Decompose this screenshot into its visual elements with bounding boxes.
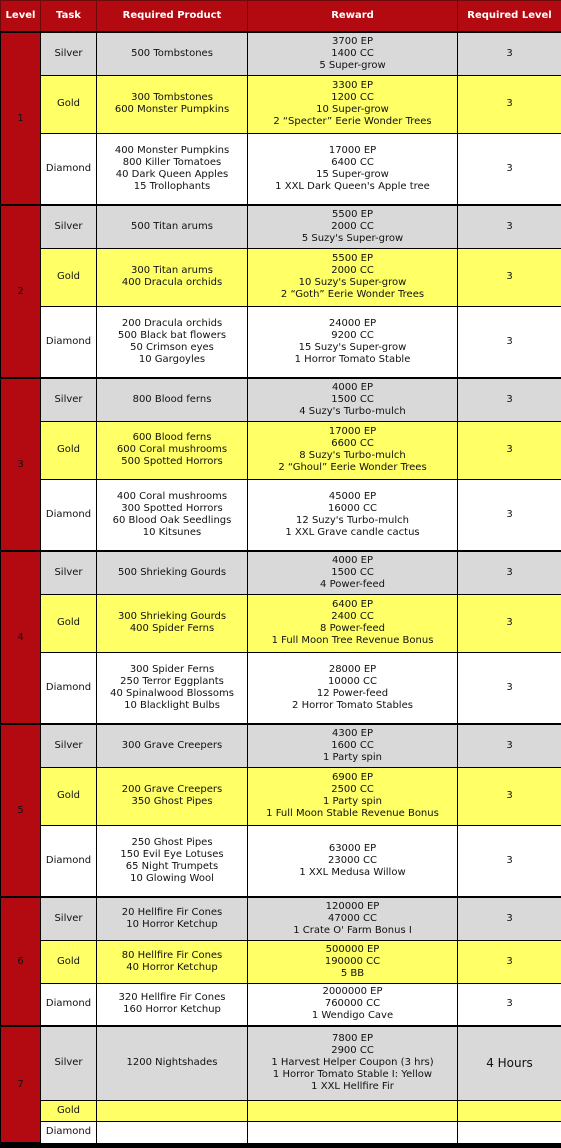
- product-line: 150 Evil Eye Lotuses: [120, 848, 224, 860]
- task-cell: Silver: [41, 32, 97, 75]
- reward-line: 760000 CC: [324, 998, 381, 1010]
- reward-line: 2000 CC: [331, 220, 374, 232]
- reward-line: 5 Super-grow: [319, 59, 386, 71]
- reward-line: 1 Harvest Helper Coupon (3 hrs): [271, 1057, 434, 1069]
- reward-line: 1 Wendigo Cave: [311, 1010, 394, 1022]
- reward-line: 500000 EP: [325, 943, 380, 955]
- product-line: 40 Dark Queen Apples: [115, 168, 229, 180]
- required-product-cell: [97, 767, 248, 825]
- reward-line: 23000 CC: [328, 854, 377, 866]
- required-product-cell: [97, 248, 248, 306]
- product-line: 300 Shrieking Gourds: [117, 611, 227, 622]
- required-product-cell: [97, 551, 248, 594]
- required-product-cell: [97, 940, 248, 983]
- table-row: [1, 551, 561, 594]
- table-row: [1, 248, 561, 306]
- level-cell: 3: [1, 378, 41, 551]
- task-cell: Silver: [41, 1026, 97, 1100]
- task-cell: Diamond: [41, 479, 97, 551]
- reward-line: 12 Suzy's Turbo-mulch: [296, 514, 409, 526]
- required-product-cell: [97, 421, 248, 479]
- reward-cell: [248, 983, 458, 1026]
- required-level-cell: 3: [458, 306, 561, 378]
- reward-line: 1500 CC: [331, 566, 374, 578]
- product-line: 800 Blood ferns: [132, 393, 212, 405]
- reward-line: 10000 CC: [328, 675, 377, 687]
- reward-line: 4000 EP: [332, 381, 373, 393]
- reward-line: 47000 CC: [328, 912, 377, 924]
- task-cell: Diamond: [41, 306, 97, 378]
- table-row: [1, 724, 561, 767]
- product-line: 200 Grave Creepers: [121, 784, 223, 795]
- product-line: 300 Tombstones: [131, 92, 213, 103]
- reward-line: 1 XXL Grave candle cactus: [285, 526, 420, 538]
- product-line: 60 Blood Oak Seedlings: [112, 514, 232, 526]
- reward-cell: [248, 825, 458, 897]
- reward-line: 17000 EP: [328, 144, 377, 156]
- table-row: [1, 133, 561, 205]
- product-line: 500 Shrieking Gourds: [117, 566, 227, 578]
- reward-line: 1 XXL Medusa Willow: [299, 866, 406, 878]
- reward-line: 4300 EP: [332, 727, 373, 739]
- reward-cell: [248, 1121, 458, 1143]
- product-line: 10 Blacklight Bulbs: [124, 699, 220, 711]
- reward-line: 1 Horror Tomato Stable: [294, 353, 411, 365]
- required-level-cell: 3: [458, 421, 561, 479]
- reward-line: 2 “Specter” Eerie Wonder Trees: [273, 116, 432, 127]
- required-product-cell: [97, 32, 248, 75]
- reward-line: 6400 EP: [332, 599, 373, 610]
- reward-cell: [248, 248, 458, 306]
- product-line: 10 Gargoyles: [138, 353, 206, 365]
- reward-line: 5 BB: [340, 967, 365, 979]
- table-row: [1, 594, 561, 652]
- required-product-cell: [97, 378, 248, 421]
- table-body: [1, 32, 561, 1143]
- reward-line: 1 XXL Dark Queen's Apple tree: [275, 180, 430, 192]
- reward-line: 6900 EP: [332, 772, 373, 783]
- reward-line: 5500 EP: [332, 208, 373, 220]
- required-product-cell: [97, 983, 248, 1026]
- product-line: 40 Horror Ketchup: [126, 961, 218, 973]
- reward-cell: [248, 378, 458, 421]
- product-line: 600 Blood ferns: [132, 432, 212, 443]
- reward-line: 1 Party spin: [322, 796, 383, 807]
- product-line: 250 Terror Eggplants: [120, 675, 224, 687]
- task-cell: Silver: [41, 378, 97, 421]
- table-row: [1, 479, 561, 551]
- reward-line: 6600 CC: [331, 438, 374, 449]
- task-cell: Gold: [41, 248, 97, 306]
- product-line: 600 Coral mushrooms: [116, 444, 228, 455]
- required-product-cell: [97, 724, 248, 767]
- table-row: [1, 32, 561, 75]
- level-cell: 4: [1, 551, 41, 724]
- required-level-cell: 3: [458, 205, 561, 248]
- reward-cell: [248, 551, 458, 594]
- reward-line: 1 Full Moon Tree Revenue Bonus: [271, 635, 434, 646]
- product-line: 300 Spider Ferns: [129, 663, 215, 675]
- table-row: [1, 421, 561, 479]
- level-cell: 5: [1, 724, 41, 897]
- required-product-cell: [97, 594, 248, 652]
- product-line: 300 Spotted Horrors: [121, 502, 223, 514]
- required-level-cell: 3: [458, 378, 561, 421]
- required-product-cell: [97, 1121, 248, 1143]
- reward-line: 2 “Ghoul” Eerie Wonder Trees: [278, 462, 427, 473]
- product-line: 1200 Nightshades: [126, 1057, 218, 1069]
- reward-line: 1200 CC: [331, 92, 374, 103]
- product-line: 65 Night Trumpets: [125, 860, 219, 872]
- required-level-cell: 3: [458, 897, 561, 940]
- reward-line: 1600 CC: [331, 739, 374, 751]
- reward-cell: [248, 32, 458, 75]
- task-cell: Gold: [41, 75, 97, 133]
- product-line: 500 Titan arums: [131, 220, 213, 232]
- required-level-cell: [458, 1121, 561, 1143]
- reward-line: 1 Horror Tomato Stable I: Yellow: [272, 1069, 433, 1081]
- required-product-cell: [97, 1100, 248, 1121]
- required-level-cell: [458, 1100, 561, 1121]
- reward-line: 5 Suzy's Super-grow: [301, 232, 404, 244]
- header-row: [1, 1, 561, 33]
- required-level-cell: 3: [458, 551, 561, 594]
- reward-line: 1 Party spin: [322, 751, 383, 763]
- reward-cell: [248, 479, 458, 551]
- level-cell: 1: [1, 32, 41, 205]
- required-product-cell: [97, 897, 248, 940]
- reward-line: 1 Full Moon Stable Revenue Bonus: [266, 808, 439, 819]
- reward-line: 15 Super-grow: [316, 168, 389, 180]
- reward-cell: [248, 75, 458, 133]
- product-line: 500 Tombstones: [131, 47, 213, 59]
- table-row: [1, 1100, 561, 1121]
- reward-cell: [248, 724, 458, 767]
- reward-line: 2 Horror Tomato Stables: [292, 699, 413, 711]
- product-line: 350 Ghost Pipes: [131, 796, 213, 807]
- task-cell: Silver: [41, 897, 97, 940]
- reward-line: 4000 EP: [332, 554, 373, 566]
- task-cell: Silver: [41, 724, 97, 767]
- table-row: [1, 75, 561, 133]
- required-level-cell: 3: [458, 724, 561, 767]
- required-product-cell: [97, 652, 248, 724]
- product-line: 400 Coral mushrooms: [116, 490, 228, 502]
- reward-line: 3300 EP: [332, 80, 373, 91]
- header-required-level: Required Level: [458, 1, 561, 33]
- product-line: 15 Trollophants: [133, 180, 211, 192]
- product-line: 400 Dracula orchids: [121, 277, 223, 288]
- product-line: 600 Monster Pumpkins: [114, 104, 230, 115]
- header-level: Level: [1, 1, 41, 33]
- required-product-cell: [97, 1026, 248, 1100]
- required-level-cell: 3: [458, 940, 561, 983]
- product-line: 10 Kitsunes: [142, 526, 202, 538]
- reward-line: 8 Suzy's Turbo-mulch: [299, 450, 406, 461]
- level-cell: 6: [1, 897, 41, 1026]
- reward-line: 10 Suzy's Super-grow: [298, 277, 407, 288]
- reward-line: 1400 CC: [331, 47, 374, 59]
- required-level-cell: 3: [458, 32, 561, 75]
- required-level-cell: 3: [458, 825, 561, 897]
- reward-line: 16000 CC: [328, 502, 377, 514]
- product-line: 400 Monster Pumpkins: [114, 144, 230, 156]
- level-cell: 2: [1, 205, 41, 378]
- product-line: 320 Hellfire Fir Cones: [118, 992, 226, 1004]
- product-line: 800 Killer Tomatoes: [122, 156, 222, 168]
- table-row: [1, 306, 561, 378]
- product-line: 40 Spinalwood Blossoms: [110, 687, 234, 699]
- table-row: [1, 767, 561, 825]
- task-cell: Gold: [41, 940, 97, 983]
- reward-line: 6400 CC: [331, 156, 374, 168]
- task-cell: Gold: [41, 594, 97, 652]
- reward-cell: [248, 897, 458, 940]
- reward-line: 28000 EP: [328, 663, 377, 675]
- table-row: [1, 205, 561, 248]
- reward-line: 2 “Goth” Eerie Wonder Trees: [280, 289, 425, 300]
- task-cell: Gold: [41, 421, 97, 479]
- reward-cell: [248, 767, 458, 825]
- header-task: Task: [41, 1, 97, 33]
- task-cell: Diamond: [41, 825, 97, 897]
- reward-cell: [248, 205, 458, 248]
- table-row: [1, 1026, 561, 1100]
- required-level-cell: 3: [458, 133, 561, 205]
- reward-cell: [248, 421, 458, 479]
- reward-line: 2500 CC: [331, 784, 374, 795]
- header-reward: Reward: [248, 1, 458, 33]
- required-product-cell: [97, 75, 248, 133]
- reward-line: 120000 EP: [325, 900, 380, 912]
- reward-line: 1 Crate O' Farm Bonus I: [293, 924, 412, 936]
- table-row: [1, 897, 561, 940]
- product-line: 20 Hellfire Fir Cones: [121, 906, 223, 918]
- reward-line: 10 Super-grow: [316, 104, 389, 115]
- product-line: 500 Spotted Horrors: [121, 456, 223, 467]
- required-product-cell: [97, 205, 248, 248]
- product-line: 250 Ghost Pipes: [131, 836, 213, 848]
- required-level-cell: 4 Hours: [458, 1026, 561, 1100]
- product-line: 200 Dracula orchids: [121, 317, 223, 329]
- task-cell: Silver: [41, 551, 97, 594]
- required-level-cell: 3: [458, 479, 561, 551]
- required-product-cell: [97, 479, 248, 551]
- reward-line: 7800 EP: [332, 1033, 373, 1045]
- reward-cell: [248, 1026, 458, 1100]
- required-level-cell: 3: [458, 983, 561, 1026]
- reward-line: 8 Power-feed: [320, 623, 385, 634]
- reward-line: 1 XXL Hellfire Fir: [311, 1081, 394, 1093]
- reward-line: 4 Power-feed: [320, 578, 385, 590]
- reward-cell: [248, 940, 458, 983]
- required-product-cell: [97, 825, 248, 897]
- task-cell: Diamond: [41, 652, 97, 724]
- reward-line: 17000 EP: [328, 426, 377, 437]
- required-level-cell: 3: [458, 767, 561, 825]
- required-product-cell: [97, 306, 248, 378]
- product-line: 300 Titan arums: [131, 265, 213, 276]
- reward-line: 24000 EP: [328, 317, 377, 329]
- task-cell: Diamond: [41, 133, 97, 205]
- reward-cell: [248, 1100, 458, 1121]
- reward-line: 5500 EP: [332, 253, 373, 264]
- required-product-cell: [97, 133, 248, 205]
- required-level-cell: 3: [458, 75, 561, 133]
- product-line: 80 Hellfire Fir Cones: [121, 949, 223, 961]
- product-line: 300 Grave Creepers: [121, 739, 223, 751]
- required-level-cell: 3: [458, 248, 561, 306]
- reward-cell: [248, 133, 458, 205]
- reward-line: 45000 EP: [328, 490, 377, 502]
- product-line: 10 Horror Ketchup: [126, 918, 218, 930]
- task-cell: Gold: [41, 1100, 97, 1121]
- table-row: [1, 825, 561, 897]
- product-line: 10 Glowing Wool: [130, 872, 214, 884]
- reward-line: 9200 CC: [331, 329, 374, 341]
- task-cell: Diamond: [41, 983, 97, 1026]
- header-required-product: Required Product: [97, 1, 248, 33]
- reward-line: 2000 CC: [331, 265, 374, 276]
- reward-line: 2400 CC: [331, 611, 374, 622]
- required-level-cell: 3: [458, 652, 561, 724]
- reward-line: 190000 CC: [324, 955, 381, 967]
- product-line: 400 Spider Ferns: [129, 623, 215, 634]
- table-row: [1, 1121, 561, 1143]
- reward-line: 63000 EP: [328, 842, 377, 854]
- reward-line: 12 Power-feed: [316, 687, 389, 699]
- reward-line: 3700 EP: [332, 35, 373, 47]
- reward-line: 2000000 EP: [322, 986, 383, 998]
- task-cell: Silver: [41, 205, 97, 248]
- table-row: [1, 378, 561, 421]
- product-line: 500 Black bat flowers: [117, 329, 227, 341]
- task-cell: Diamond: [41, 1121, 97, 1143]
- reward-cell: [248, 652, 458, 724]
- reward-line: 1500 CC: [331, 393, 374, 405]
- table-row: [1, 983, 561, 1026]
- reward-line: 15 Suzy's Super-grow: [298, 341, 407, 353]
- table-row: [1, 940, 561, 983]
- product-line: 160 Horror Ketchup: [123, 1004, 221, 1016]
- table-row: [1, 652, 561, 724]
- level-cell: 7: [1, 1026, 41, 1143]
- required-level-cell: 3: [458, 594, 561, 652]
- reward-line: 4 Suzy's Turbo-mulch: [299, 405, 406, 417]
- reward-cell: [248, 594, 458, 652]
- task-cell: Gold: [41, 767, 97, 825]
- reward-cell: [248, 306, 458, 378]
- product-line: 50 Crimson eyes: [130, 341, 214, 353]
- reward-line: 2900 CC: [331, 1045, 374, 1057]
